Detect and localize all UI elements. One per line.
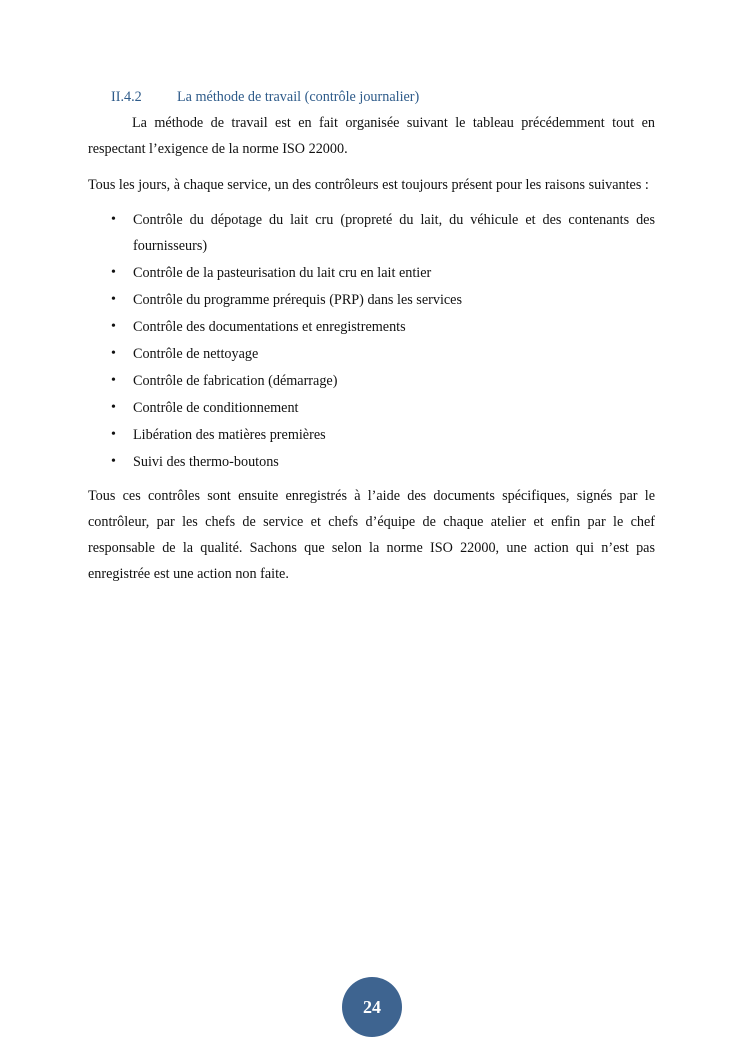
list-item-text: Contrôle du programme prérequis (PRP) dans les services [133,292,463,308]
section-number: II.4.2 [111,89,142,105]
list-item-text: Suivi des thermo-boutons [133,454,279,470]
bullet-icon: • [111,400,116,415]
list-item [88,422,655,448]
list-item-text: Contrôle de conditionnement [133,400,299,416]
section-title: La méthode de travail (contrôle journalier) [177,89,420,105]
list-item-text: Contrôle du dépotage du lait cru (propreté du lait, du véhicule et des contenants des fournisseurs) [133,212,655,254]
bullet-icon: • [111,212,116,227]
intro-paragraph: La méthode de travail est en fait organisée suivant le tableau précédemment tout en respectant l’exigence de la norme ISO 22000. [88,115,655,157]
bullet-icon: • [111,292,116,307]
bullet-icon: • [111,346,116,361]
page-number: 24 [363,996,381,1017]
bullet-icon: • [111,454,116,469]
list-item [88,207,655,259]
list-item-text: Libération des matières premières [133,427,326,443]
bullet-icon: • [111,427,116,442]
bullet-icon: • [111,265,116,280]
list-item-text: Contrôle des documentations et enregistrements [133,319,406,335]
list-item [88,314,655,340]
bullet-icon: • [111,373,116,388]
list-item [88,449,655,475]
list-item [88,395,655,421]
list-item [88,368,655,394]
list-item-text: Contrôle de fabrication (démarrage) [133,373,338,389]
page-number-badge [342,977,402,1037]
bullet-icon: • [111,319,116,334]
list-item [88,341,655,367]
list-item-text: Contrôle de la pasteurisation du lait cru en lait entier [133,265,432,281]
section-heading [111,86,655,108]
list-item-text: Contrôle de nettoyage [133,346,259,362]
daily-controls-paragraph: Tous les jours, à chaque service, un des contrôleurs est toujours présent pour les raisons suivantes : [88,177,649,193]
controls-list [88,207,655,475]
list-item [88,287,655,313]
list-item [88,260,655,286]
document-page-content [88,86,655,587]
conclusion-paragraph: Tous ces contrôles sont ensuite enregistrés à l’aide des documents spécifiques, signés par le contrôleur, par les chefs de service et chefs d’équipe de chaque atelier et enfin par le chef responsable de la qualité. Sachons que selon la norme ISO 22000, une action qui n’est pas enregistrée est une action non faite. [88,488,655,582]
